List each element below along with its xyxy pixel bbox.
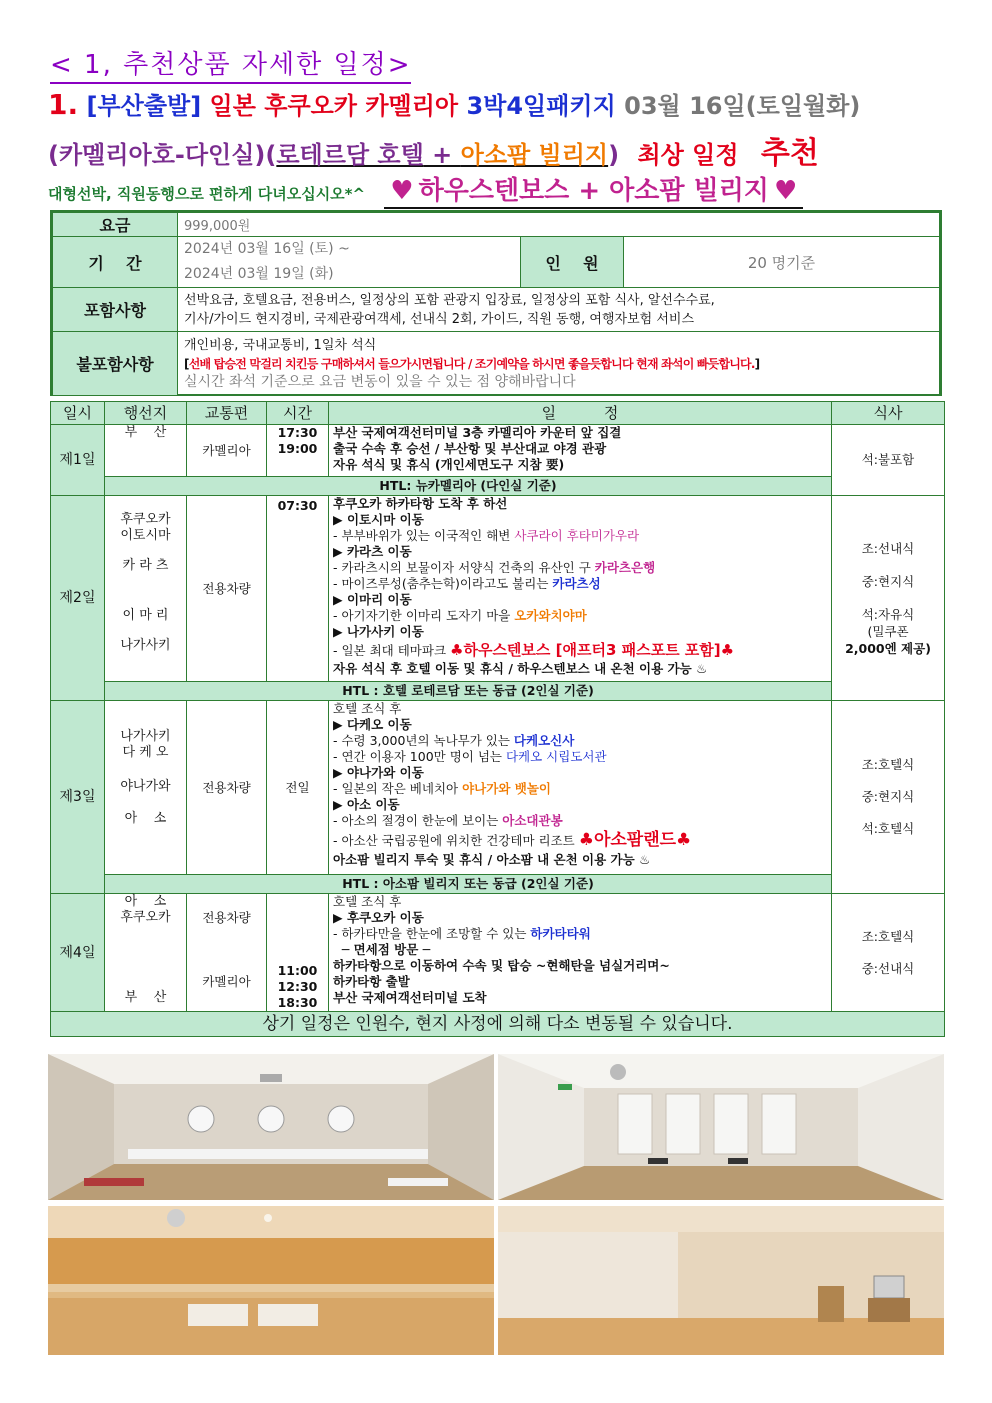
tagline-text: 대형선박, 직원동행으로 편하게 다녀오십시오*^ xyxy=(48,185,366,203)
product-title-line xyxy=(48,86,860,121)
transport: 전용차량 카멜리아 xyxy=(187,894,267,1012)
col-header: 일 정 xyxy=(329,402,832,425)
schedule: 부산 국제여객선터미널 3층 카멜리아 카운터 앞 집결 출국 수속 후 승선 / 부산항 및 부산대교 야경 관광 자유 석식 및 휴식 (개인세면도구 지참 要) xyxy=(329,425,832,477)
col-header: 식사 xyxy=(832,402,945,425)
title-destination: 일본 후쿠오카 카멜리아 xyxy=(209,92,459,120)
period-start: 2024년 03월 16일 (토) ~ xyxy=(184,241,350,257)
heart-icon: ♥ xyxy=(390,176,414,206)
cabin-photo xyxy=(498,1054,944,1200)
footer-note: 상기 일정은 인원수, 현지 사정에 의해 다소 변동될 수 있습니다. xyxy=(51,1012,945,1037)
hotel-info: HTL : 아소팜 빌리지 또는 동급 (2인실 기준) xyxy=(105,875,832,894)
lounge-photo xyxy=(48,1206,494,1355)
destination: 나가사키 다 케 오 야나가와 아 소 xyxy=(105,701,187,875)
recommend: 추천 xyxy=(760,136,819,171)
meal: 조:선내식 중:현지식 석:자유식 (밀쿠폰 2,000엔 제공) xyxy=(832,496,945,701)
table-row xyxy=(51,425,945,477)
cabin-photo xyxy=(48,1054,494,1200)
hotel-info: HTL: 뉴카멜리아 (다인실 기준) xyxy=(105,477,832,496)
hotel-row xyxy=(51,477,945,496)
close-paren: ) xyxy=(608,141,620,169)
schedule: 후쿠오카 하카타항 도착 후 하선 ▶ 이토시마 이동 - 부부바위가 있는 이국적인 해변 사쿠라이 후타미가우라 ▶ 카라츠 이동 - 카라츠시의 보물이자 서양식 건축의 유산인 구 카라츠은행 - 마이즈루성(춤추는학)이라고도 불리는 카라츠성 ▶ 이마리 이동 - 아기자기한 이마리 도자기 마을 오카와치야마 ▶ 나가사키 이동 - 일본 최대 테마파크 ♣하우스텐보스 [애프터3 패스포트 포함]♣ 자유 석식 후 호텔 이동 및 휴식 / 하우스텐보스 내 온천 이용 가능 ♨ xyxy=(329,496,832,682)
table-row xyxy=(51,701,945,875)
summary-table xyxy=(50,210,942,396)
schedule: 호텔 조식 후 ▶ 후쿠오카 이동 - 하카타만을 한눈에 조망할 수 있는 하카타타워 ─ 면세점 방문 ─ 하카타항으로 이동하여 수속 및 탑승 ~현해탄을 넘실거리며~ 하카타항 출발 부산 국제여객선터미널 도착 xyxy=(329,894,832,1012)
ship-type: (카멜리아호-다인실)( xyxy=(48,141,277,169)
table-header-row xyxy=(51,402,945,425)
people-label: 인 원 xyxy=(521,237,624,288)
time: 17:30 19:00 xyxy=(267,425,329,477)
title-package: 3박4일패키지 xyxy=(466,92,616,120)
highlight-box xyxy=(384,170,803,209)
hotel-1: 로테르담 호텔 xyxy=(276,141,424,169)
day-label: 제4일 xyxy=(51,894,105,1012)
included-label: 포함사항 xyxy=(53,288,178,332)
destination: 부 산 xyxy=(105,425,187,477)
footer-row xyxy=(51,1012,945,1037)
included-line: 기사/가이드 현지경비, 국제관광여객세, 선내식 2회, 가이드, 직원 동행, 여행자보험 서비스 xyxy=(184,311,695,327)
period-end: 2024년 03월 19일 (화) xyxy=(184,266,334,282)
included-value xyxy=(178,288,940,332)
hotel-row xyxy=(51,682,945,701)
day-label: 제2일 xyxy=(51,496,105,701)
col-header: 시간 xyxy=(267,402,329,425)
period-value xyxy=(178,237,521,288)
title-date: 03월 16일(토일월화) xyxy=(624,92,861,120)
table-row xyxy=(51,894,945,1012)
hotel-info: HTL : 호텔 로테르담 또는 동급 (2인실 기준) xyxy=(105,682,832,701)
hotel-row xyxy=(51,875,945,894)
time: 11:00 12:30 18:30 xyxy=(267,894,329,1012)
excluded-note: [선배 탑승전 막걸리 치킨등 구매하셔서 들으가시면됩니다 / 조기예약을 하시면 좋을듯합니다 현재 좌석이 빠듯합니다.] xyxy=(184,356,760,371)
col-header: 행선지 xyxy=(105,402,187,425)
period-label: 기 간 xyxy=(53,237,178,288)
meal: 석:불포함 xyxy=(832,425,945,496)
title-origin: [부산출발] xyxy=(86,92,202,120)
plus-sign: + xyxy=(423,141,461,169)
transport: 전용차량 xyxy=(187,496,267,682)
best-itinerary: 최상 일정 xyxy=(637,141,739,169)
highlight-text: 하우스텐보스 + 아소팜 빌리지 xyxy=(418,176,769,206)
schedule: 호텔 조식 후 ▶ 다케오 이동 - 수령 3,000년의 녹나무가 있는 다케오신사 - 연간 이용자 100만 명이 넘는 다케오 시립도서관 ▶ 야나가와 이동 - 일본의 작은 베네치아 야나가와 뱃놀이 ▶ 아소 이동 - 아소의 절경이 한눈에 보이는 아소대관봉 - 아소산 국립공원에 위치한 건강테마 리조트 ♣아소팜랜드♣ 아소팜 빌리지 투숙 및 휴식 / 아소팜 내 온천 이용 가능 ♨ xyxy=(329,701,832,875)
meal: 조:호텔식 중:현지식 석:호텔식 xyxy=(832,701,945,894)
excluded-line: 실시간 좌석 기준으로 요금 변동이 있을 수 있는 점 양해바랍니다 xyxy=(184,373,576,390)
section-title: < 1, 추천상품 자세한 일정> xyxy=(50,44,411,81)
day-label: 제1일 xyxy=(51,425,105,496)
product-subtitle-line xyxy=(48,128,819,172)
col-header: 일시 xyxy=(51,402,105,425)
time: 전일 xyxy=(267,701,329,875)
hotel-2: 아소팜 빌리지 xyxy=(460,141,609,169)
tagline xyxy=(48,170,803,209)
price-value: 999,000원 xyxy=(178,213,940,237)
price-label: 요금 xyxy=(53,213,178,237)
excluded-value xyxy=(178,332,940,396)
included-line: 선박요금, 호텔요금, 전용버스, 일정상의 포함 관광지 입장료, 일정상의 포함 식사, 알선수수료, xyxy=(184,292,715,308)
col-header: 교통편 xyxy=(187,402,267,425)
destination: 아 소 후쿠오카 부 산 xyxy=(105,894,187,1012)
excluded-line: 개인비용, 국내교통비, 1일차 석식 xyxy=(184,337,377,353)
lounge-photo xyxy=(498,1206,944,1355)
time: 07:30 xyxy=(267,496,329,682)
destination: 후쿠오카 이토시마 카 라 츠 이 마 리 나가사키 xyxy=(105,496,187,682)
meal: 조:호텔식 중:선내식 xyxy=(832,894,945,1012)
people-value: 20 명기준 xyxy=(624,237,940,288)
excluded-label: 불포함사항 xyxy=(53,332,178,396)
transport: 카멜리아 xyxy=(187,425,267,477)
day-label: 제3일 xyxy=(51,701,105,894)
title-number: 1. xyxy=(48,88,79,121)
table-row xyxy=(51,496,945,682)
transport: 전용차량 xyxy=(187,701,267,875)
heart-icon: ♥ xyxy=(774,176,798,206)
itinerary-table xyxy=(50,401,945,1037)
